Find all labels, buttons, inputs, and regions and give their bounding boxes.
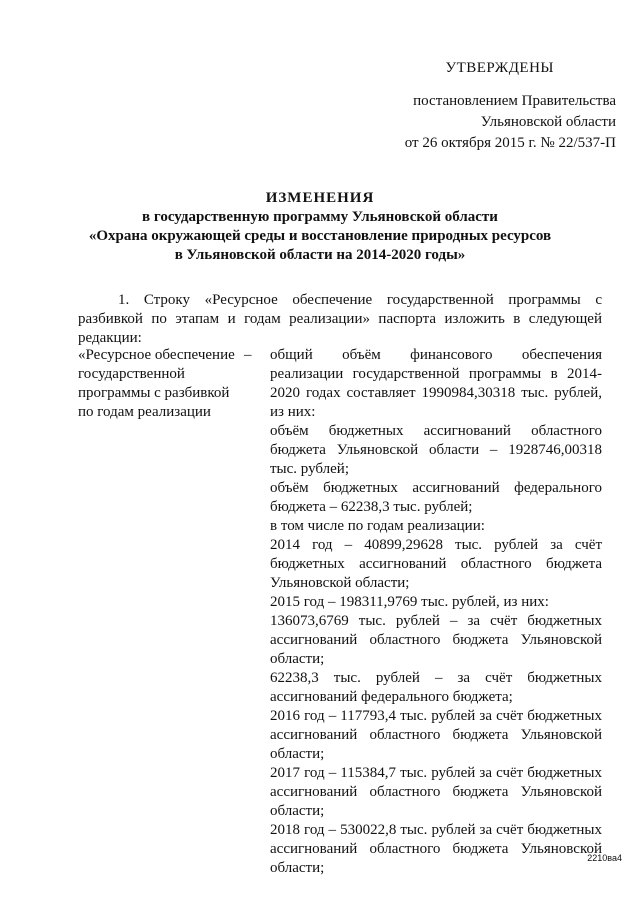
passport-paragraph: общий объём финансового обеспечения реализации государственной программы в 2014-2020 годах составляет 1990984,30318 тыс. рублей, из них:: [270, 347, 602, 420]
passport-paragraph: 2018 год – 530022,8 тыс. рублей за счёт бюджетных ассигнований областного бюджета Ульяновской области;: [270, 822, 602, 876]
footer-code: 2210ва4: [587, 853, 622, 863]
approval-stamp: УТВЕРЖДЕНЫ: [445, 60, 554, 76]
heading-title: ИЗМЕНЕНИЯ: [265, 190, 375, 206]
approval-line-2: Ульяновской области: [480, 114, 616, 130]
approval-line-1: постановлением Правительства: [413, 93, 616, 109]
passport-paragraph: 2015 год – 198311,9769 тыс. рублей, из них:: [270, 594, 549, 610]
heading-line-3: в Ульяновской области на 2014-2020 годы»: [174, 247, 466, 263]
approval-block: [376, 58, 616, 154]
passport-paragraph: в том числе по годам реализации:: [270, 518, 485, 534]
approval-line-3: от 26 октября 2015 г. № 22/537-П: [404, 135, 616, 151]
passport-paragraph: 2016 год – 117793,4 тыс. рублей за счёт бюджетных ассигнований областного бюджета Ульяновской области;: [270, 708, 602, 762]
passport-paragraph: 136073,6769 тыс. рублей – за счёт бюджетных ассигнований областного бюджета Ульяновской области;: [270, 613, 602, 667]
document-heading: [60, 189, 580, 265]
passport-paragraph: объём бюджетных ассигнований областного бюджета Ульяновской области – 1928746,00318 тыс. рублей;: [270, 423, 602, 477]
passport-paragraph: 2017 год – 115384,7 тыс. рублей за счёт бюджетных ассигнований областного бюджета Ульяновской области;: [270, 765, 602, 819]
passport-paragraph: 62238,3 тыс. рублей – за счёт бюджетных ассигнований федерального бюджета;: [270, 670, 602, 705]
heading-line-1: в государственную программу Ульяновской области: [142, 209, 498, 225]
intro-text: 1. Строку «Ресурсное обеспечение государственной программы с разбивкой по этапам и годам реализации» паспорта изложить в следующей редакции:: [78, 292, 602, 346]
approval-gap: [376, 79, 616, 91]
passport-content: [270, 346, 602, 878]
passport-paragraph: 2014 год – 40899,29628 тыс. рублей за счёт бюджетных ассигнований областного бюджета Ульяновской области;: [270, 537, 602, 591]
passport-label: «Ресурсное обеспечение государственной программы с разбивкой по годам реализации: [78, 347, 235, 420]
passport-paragraph: объём бюджетных ассигнований федерального бюджета – 62238,3 тыс. рублей;: [270, 480, 602, 515]
passport-dash: –: [244, 347, 252, 363]
intro-paragraph: [78, 291, 602, 348]
heading-line-2: «Охрана окружающей среды и восстановление природных ресурсов: [88, 228, 552, 244]
